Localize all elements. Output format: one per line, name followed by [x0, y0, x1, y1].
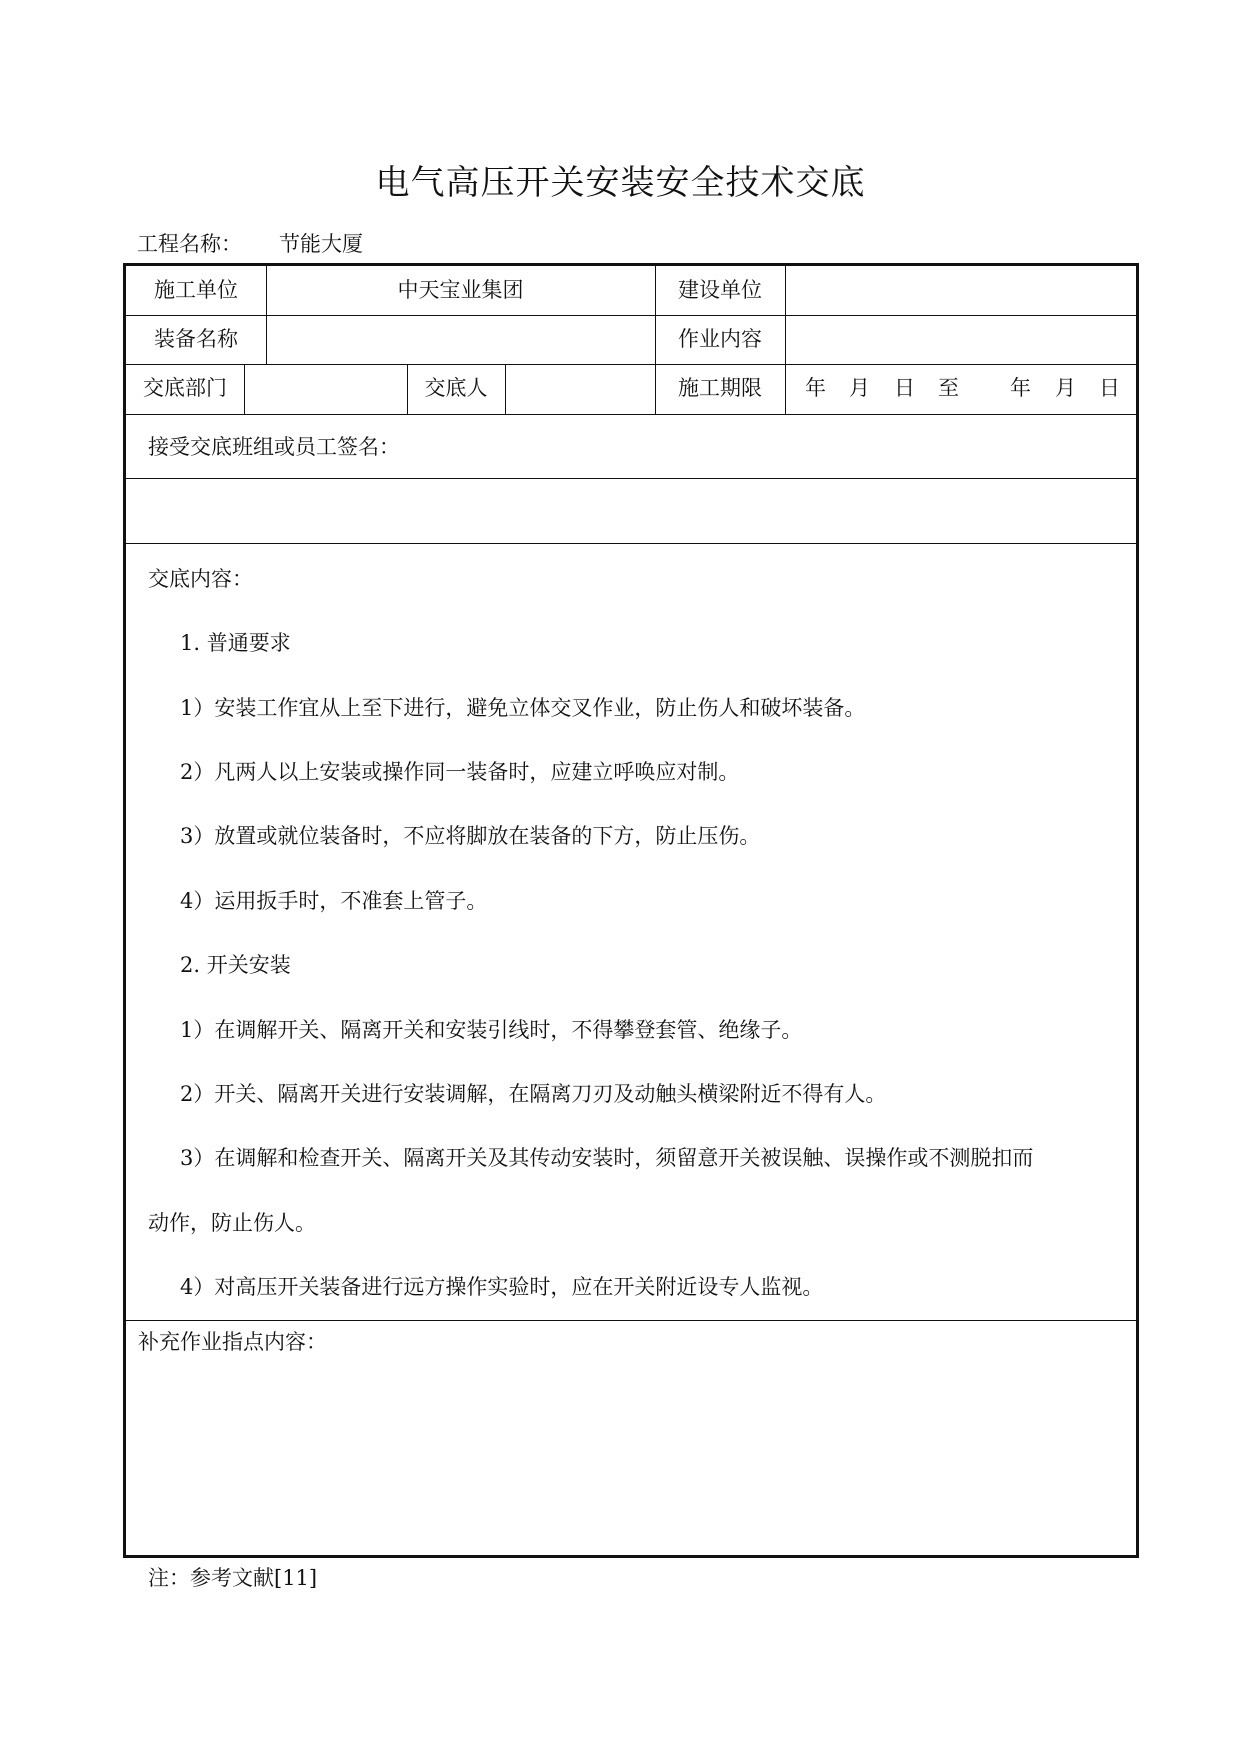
period-year-start: 年: [805, 376, 826, 400]
period-day-end: 日: [1099, 376, 1120, 400]
period-month-end: 月: [1055, 376, 1076, 400]
column-divider: [505, 364, 506, 414]
period-year-end: 年: [1010, 376, 1031, 400]
content-line-1-1: 1）安装工作宜从上至下进行，避免立体交叉作业，防止伤人和破坏装备。: [180, 696, 866, 720]
column-divider: [244, 364, 245, 414]
period-month-start: 月: [849, 376, 870, 400]
disclosure-form-table: [123, 263, 1139, 1558]
row-divider: [126, 543, 1136, 544]
project-name-label: 工程名称：: [137, 232, 242, 256]
period-to: 至: [938, 376, 959, 400]
content-line-1-4: 4）运用扳手时，不准套上管子。: [180, 889, 488, 913]
content-line-2-4: 4）对高压开关装备进行远方操作实验时，应在开关附近设专人监视。: [180, 1275, 824, 1299]
content-line-2-2: 2）开关、隔离开关进行安装调解，在隔离刀刃及动触头横梁附近不得有人。: [180, 1082, 887, 1106]
owner-label: 建设单位: [678, 278, 762, 302]
document-title: 电气高压开关安装安全技术交底: [375, 163, 866, 203]
content-line-1-3: 3）放置或就位装备时，不应将脚放在装备的下方，防止压伤。: [180, 824, 761, 848]
row-divider: [126, 315, 1136, 316]
equipment-label: 装备名称: [154, 327, 238, 351]
column-divider: [785, 266, 786, 414]
row-divider: [126, 364, 1136, 365]
dept-label: 交底部门: [143, 376, 227, 400]
project-name-value: 节能大厦: [279, 232, 363, 256]
supplement-label: 补充作业指点内容：: [138, 1330, 327, 1354]
row-divider: [126, 478, 1136, 479]
content-line-section-2: 2. 开关安装: [180, 953, 291, 977]
reference-note: 注：参考文献[11]: [148, 1566, 318, 1590]
content-line-2-3-cont: 动作，防止伤人。: [148, 1211, 316, 1235]
content-line-1-2: 2）凡两人以上安装或操作同一装备时，应建立呼唤应对制。: [180, 760, 740, 784]
contractor-value: 中天宝业集团: [397, 278, 524, 302]
contractor-label: 施工单位: [154, 278, 238, 302]
discloser-label: 交底人: [424, 376, 488, 400]
project-name-line: [137, 228, 363, 258]
content-label: 交底内容：: [148, 567, 253, 591]
row-divider: [126, 414, 1136, 415]
row-divider: [126, 1320, 1136, 1321]
signature-label: 接受交底班组或员工签名：: [148, 435, 400, 459]
content-line-2-1: 1）在调解开关、隔离开关和安装引线时，不得攀登套管、绝缘子。: [180, 1018, 803, 1042]
period-day-start: 日: [894, 376, 915, 400]
work-content-label: 作业内容: [678, 327, 762, 351]
construction-period-label: 施工期限: [678, 376, 762, 400]
content-line-section-1: 1. 普通要求: [180, 631, 291, 655]
content-line-2-3: 3）在调解和检查开关、隔离开关及其传动安装时，须留意开关被误触、误操作或不测脱扣而: [180, 1146, 1034, 1170]
